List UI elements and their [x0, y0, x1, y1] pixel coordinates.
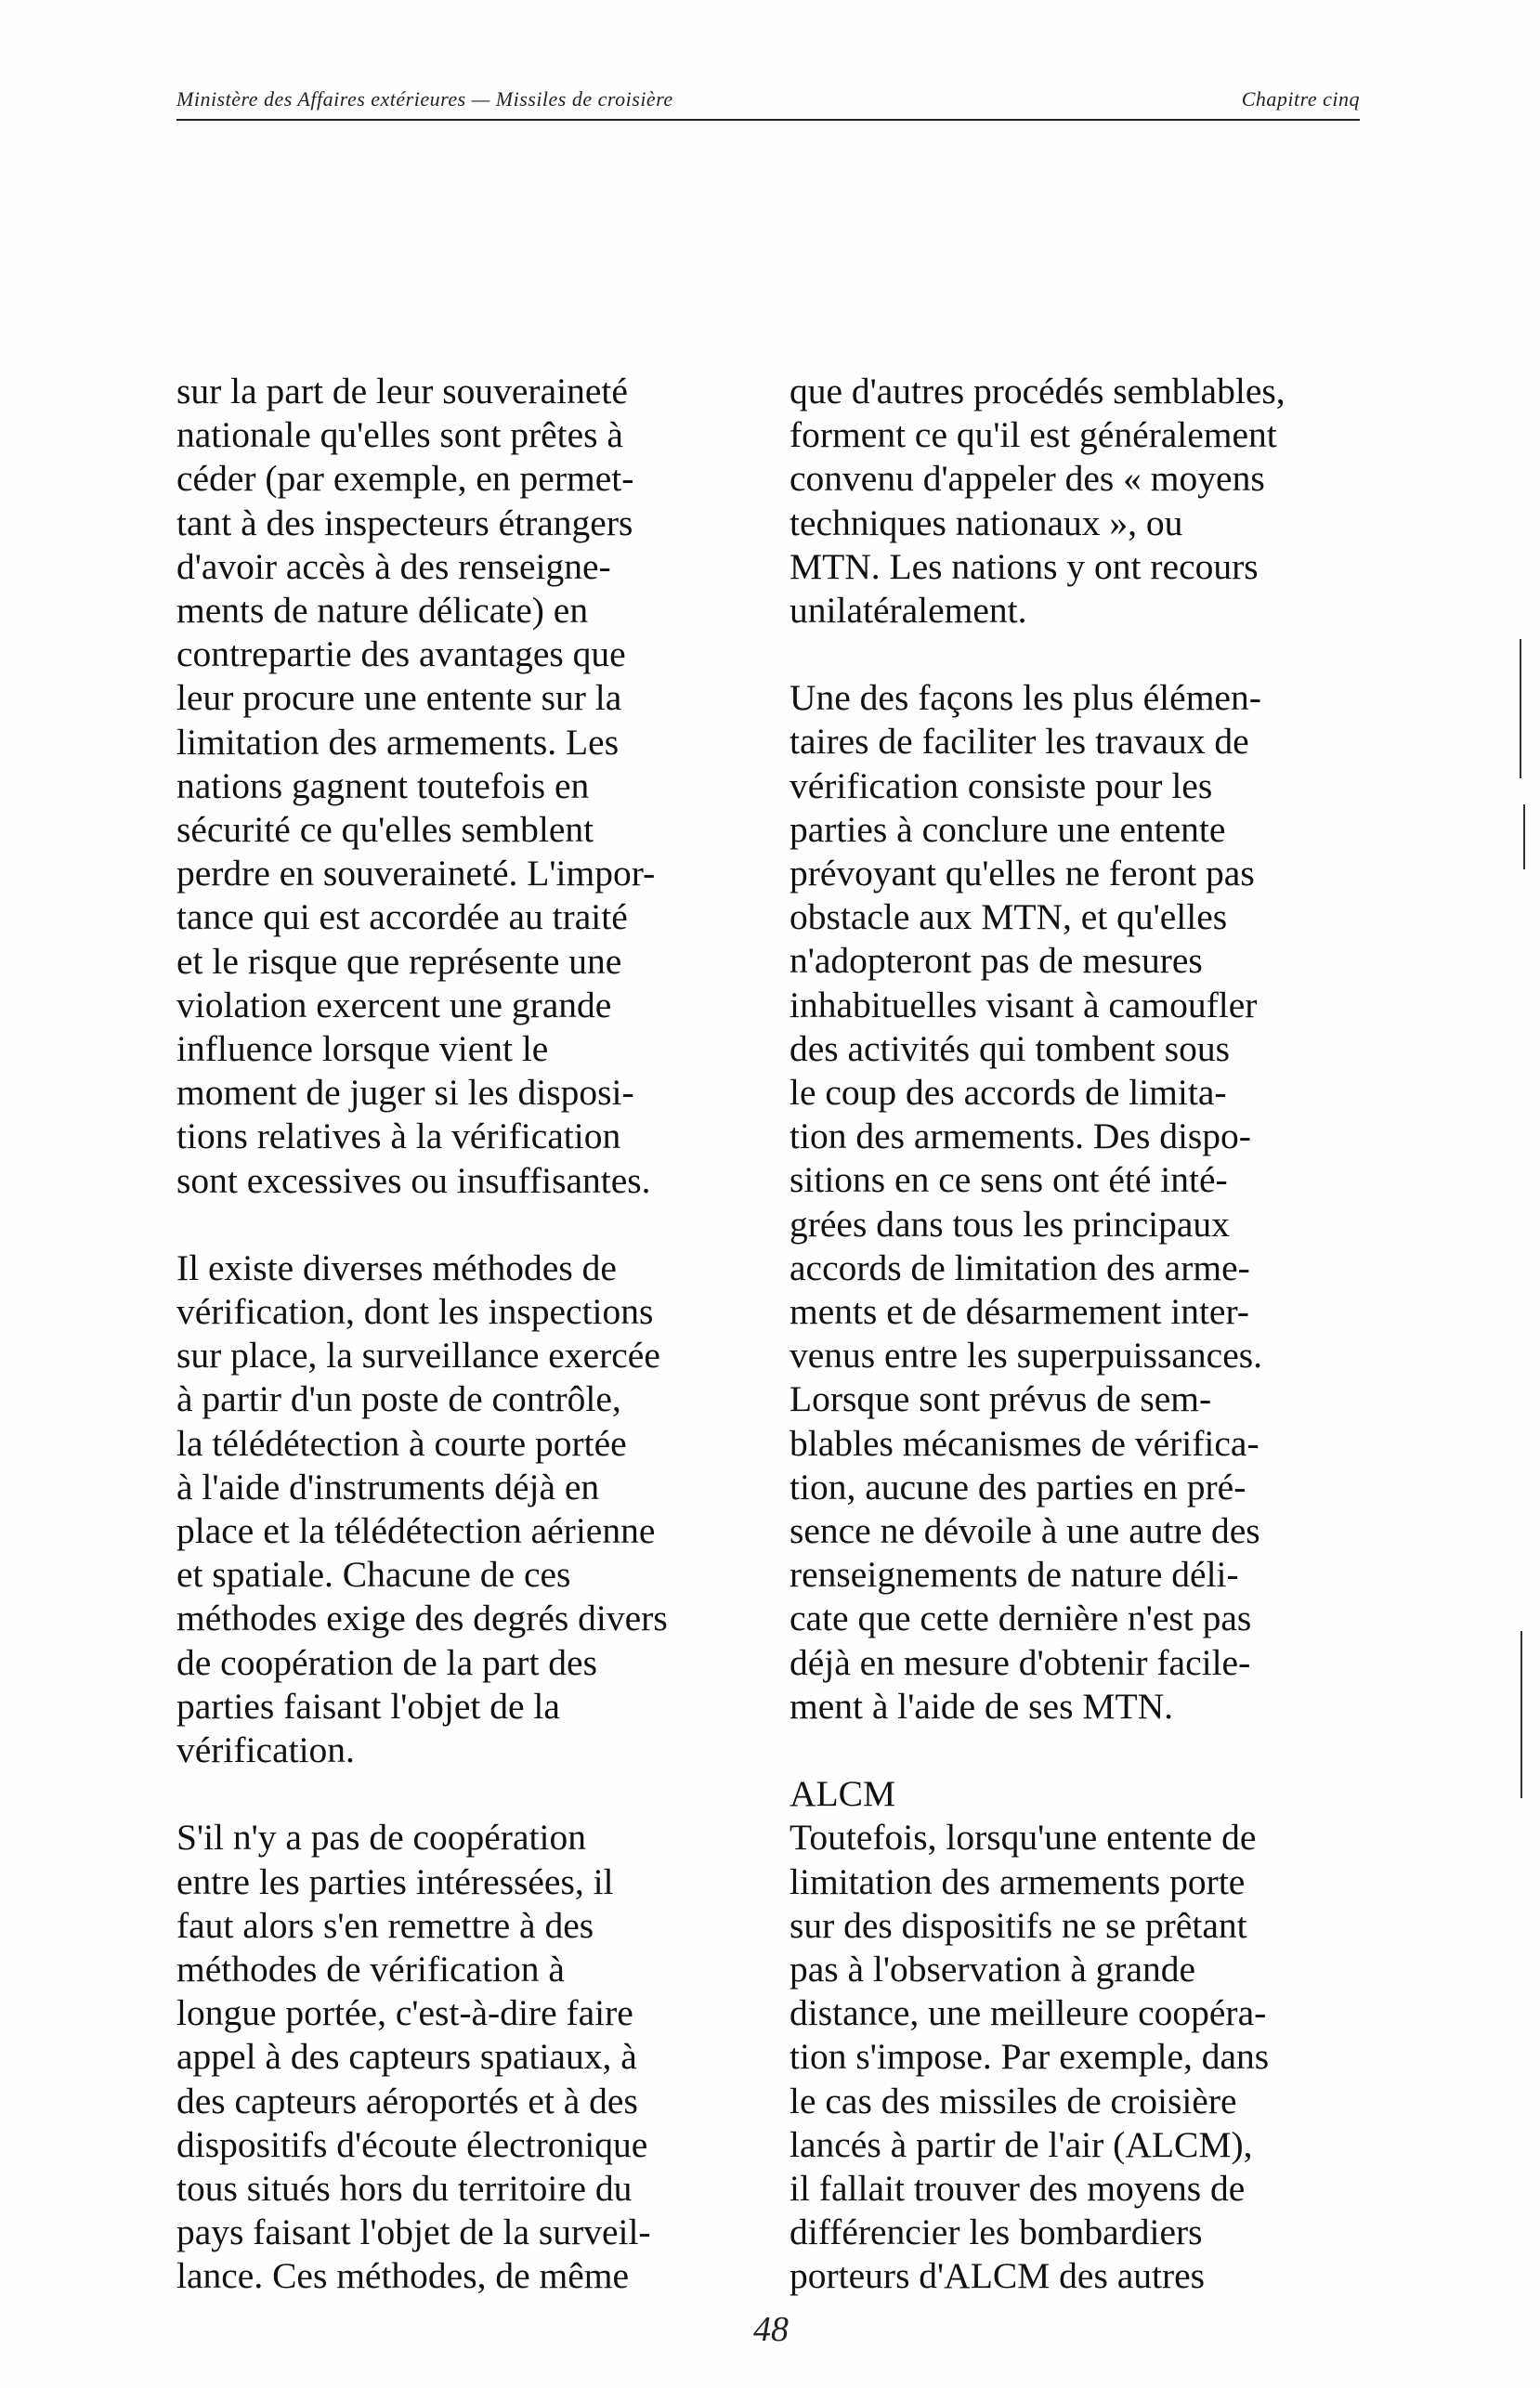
running-header [176, 82, 1360, 121]
text-line: contrepartie des avantages que [176, 633, 626, 675]
text-line: forment ce qu'il est généralement [790, 414, 1277, 456]
text-line: déjà en mesure d'obtenir facile- [790, 1641, 1251, 1683]
text-line: de coopération de la part des [176, 1641, 597, 1683]
text-line: céder (par exemple, en permet- [176, 458, 634, 500]
text-line: tion des armements. Des dispo- [790, 1116, 1251, 1157]
text-line: limitation des armements porte [790, 1860, 1246, 1902]
text-line: longue portée, c'est-à-dire faire [176, 1992, 633, 2034]
header-publication-title: Ministère des Affaires extérieures — Missiles de croisière [176, 87, 673, 111]
text-line: méthodes de vérification à [176, 1948, 565, 1990]
text-line: Lorsque sont prévus de sem- [790, 1378, 1212, 1420]
text-line: distance, une meilleure coopéra- [790, 1992, 1267, 2034]
text-line: accords de limitation des arme- [790, 1246, 1250, 1288]
scan-edge-mark [1520, 1631, 1522, 1798]
text-line: MTN. Les nations y ont recours [790, 545, 1259, 587]
text-line: tions relatives à la vérification [176, 1116, 621, 1157]
text-line: moment de juger si les disposi- [176, 1072, 634, 1114]
text-line: à l'aide d'instruments déjà en [176, 1466, 600, 1507]
text-line: lance. Ces méthodes, de même [176, 2255, 629, 2297]
text-line: il fallait trouver des moyens de [790, 2167, 1246, 2209]
section-heading: ALCM [790, 1773, 896, 1815]
text-line: sitions en ce sens ont été inté- [790, 1159, 1228, 1201]
text-line: Une des façons les plus élémen- [790, 677, 1261, 719]
right-column [790, 370, 1384, 2342]
text-line: blables mécanismes de vérifica- [790, 1422, 1259, 1464]
text-line: sont excessives ou insuffisantes. [176, 1159, 651, 1201]
text-line: n'adopteront pas de mesures [790, 940, 1203, 982]
text-line: ments de nature délicate) en [176, 590, 589, 632]
text-line: entre les parties intéressées, il [176, 1860, 614, 1902]
scan-edge-mark [1523, 804, 1525, 869]
text-line: place et la télédétection aérienne [176, 1510, 656, 1552]
text-line: dispositifs d'écoute électronique [176, 2123, 648, 2165]
text-line: tous situés hors du territoire du [176, 2167, 633, 2209]
text-line: convenu d'appeler des « moyens [790, 458, 1265, 500]
text-line: pays faisant l'objet de la surveil- [176, 2212, 651, 2253]
text-line: limitation des armements. Les [176, 721, 620, 763]
text-line: porteurs d'ALCM des autres [790, 2255, 1206, 2297]
left-column [176, 370, 771, 2342]
text-line: tion, aucune des parties en pré- [790, 1466, 1246, 1507]
text-line: différencier les bombardiers [790, 2212, 1203, 2253]
page-number: 48 [753, 2310, 789, 2349]
text-line: nationale qu'elles sont prêtes à [176, 414, 623, 456]
text-line: que d'autres procédés semblables, [790, 371, 1286, 411]
header-chapter-label: Chapitre cinq [1241, 87, 1360, 111]
text-line: sur des dispositifs ne se prêtant [790, 1904, 1247, 1946]
paragraph [176, 1816, 771, 2298]
text-line: lancés à partir de l'air (ALCM), [790, 2123, 1253, 2165]
text-line: pas à l'observation à grande [790, 1948, 1196, 1990]
text-line: le cas des missiles de croisière [790, 2080, 1237, 2121]
text-line: cate que cette dernière n'est pas [790, 1598, 1252, 1639]
text-line: Toutefois, lorsqu'une entente de [790, 1817, 1257, 1859]
paragraph [176, 370, 771, 1203]
text-line: Il existe diverses méthodes de [176, 1246, 617, 1288]
text-line: perdre en souveraineté. L'impor- [176, 853, 656, 894]
scan-edge-mark [1520, 639, 1521, 778]
text-line: ment à l'aide de ses MTN. [790, 1685, 1173, 1727]
text-line: et spatiale. Chacune de ces [176, 1554, 571, 1596]
alcm-section [790, 1772, 1384, 2298]
text-line: et le risque que représente une [176, 940, 622, 982]
text-line: grées dans tous les principaux [790, 1203, 1230, 1245]
text-line: faut alors s'en remettre à des [176, 1904, 594, 1946]
text-line: des activités qui tombent sous [790, 1027, 1230, 1069]
text-line: des capteurs aéroportés et à des [176, 2080, 638, 2121]
text-line: vérification. [176, 1729, 355, 1771]
text-line: vérification, dont les inspections [176, 1291, 654, 1333]
text-line: violation exercent une grande [176, 984, 612, 1025]
text-line: sence ne dévoile à une autre des [790, 1510, 1260, 1552]
text-line: influence lorsque vient le [176, 1028, 549, 1070]
text-line: taires de faciliter les travaux de [790, 721, 1249, 763]
text-line: parties à conclure une entente [790, 808, 1226, 850]
text-line: tance qui est accordée au traité [176, 896, 628, 938]
text-line: tion s'impose. Par exemple, dans [790, 2036, 1270, 2078]
text-line: appel à des capteurs spatiaux, à [176, 2036, 637, 2078]
paragraph [790, 1816, 1384, 2298]
paragraph [790, 370, 1384, 633]
text-line: leur procure une entente sur la [176, 677, 622, 719]
paragraph [176, 1246, 771, 1772]
text-line: vérification consiste pour les [790, 764, 1213, 806]
text-line: ments et de désarmement inter- [790, 1291, 1249, 1333]
text-line: inhabituelles visant à camoufler [790, 984, 1258, 1025]
text-line: sécurité ce qu'elles semblent [176, 809, 594, 851]
text-line: parties faisant l'objet de la [176, 1685, 560, 1727]
text-line: sur place, la surveillance exercée [176, 1335, 660, 1377]
text-line: méthodes exige des degrés divers [176, 1598, 668, 1639]
text-line: unilatéralement. [790, 590, 1027, 632]
text-line: techniques nationaux », ou [790, 502, 1183, 543]
text-line: le coup des accords de limita- [790, 1072, 1227, 1114]
text-line: d'avoir accès à des renseigne- [176, 545, 611, 587]
text-line: S'il n'y a pas de coopération [176, 1817, 586, 1859]
text-line: sur la part de leur souveraineté [176, 371, 628, 411]
text-line: à partir d'un poste de contrôle, [176, 1378, 621, 1420]
text-line: obstacle aux MTN, et qu'elles [790, 896, 1228, 938]
text-line: renseignements de nature déli- [790, 1554, 1239, 1596]
text-line: nations gagnent toutefois en [176, 764, 590, 806]
text-line: prévoyant qu'elles ne feront pas [790, 853, 1255, 894]
paragraph [790, 676, 1384, 1729]
text-line: la télédétection à courte portée [176, 1422, 627, 1464]
text-line: tant à des inspecteurs étrangers [176, 502, 633, 543]
text-line: venus entre les superpuissances. [790, 1335, 1262, 1377]
